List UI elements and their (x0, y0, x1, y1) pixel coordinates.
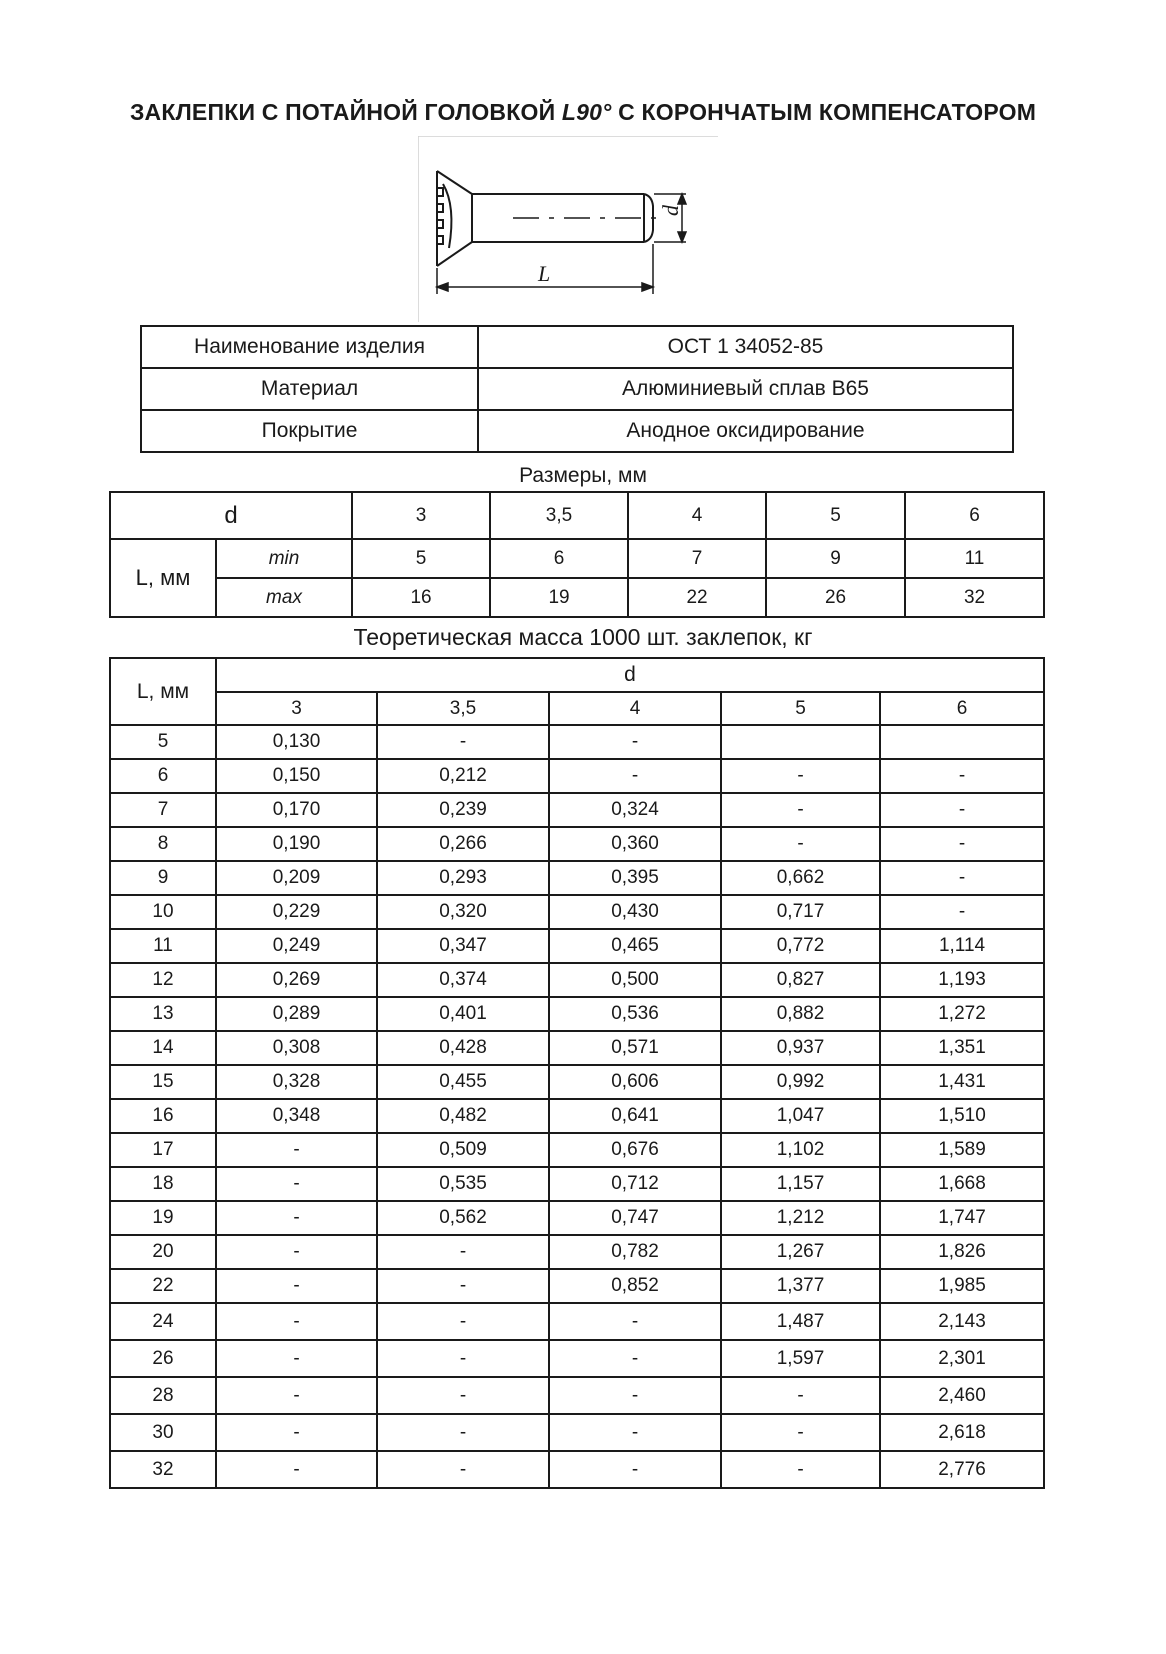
mass-L-value: 9 (110, 861, 216, 895)
mass-cell: 0,606 (549, 1065, 721, 1099)
mass-cell: - (549, 1377, 721, 1414)
mass-cell: 0,229 (216, 895, 377, 929)
mass-cell: 0,348 (216, 1099, 377, 1133)
dims-d-row (110, 492, 1044, 539)
mass-cell: - (721, 1377, 880, 1414)
table-row (110, 929, 1044, 963)
mass-L-value: 17 (110, 1133, 216, 1167)
table-row (110, 1133, 1044, 1167)
mass-cell: 1,157 (721, 1167, 880, 1201)
mass-L-value: 7 (110, 793, 216, 827)
dims-max-row (110, 578, 1044, 617)
mass-cell: 0,455 (377, 1065, 549, 1099)
mass-cell: - (377, 1451, 549, 1488)
mass-cell: 1,747 (880, 1201, 1044, 1235)
mass-cell: - (377, 1303, 549, 1340)
mass-cell: - (216, 1133, 377, 1167)
dims-d-value: 3 (352, 492, 490, 539)
table-row (110, 861, 1044, 895)
table-row (110, 1031, 1044, 1065)
mass-cell: - (377, 1269, 549, 1303)
mass-cell: 1,351 (880, 1031, 1044, 1065)
mass-cell: - (549, 759, 721, 793)
mass-cell: 0,712 (549, 1167, 721, 1201)
mass-d-value: 5 (721, 692, 880, 725)
mass-L-value: 8 (110, 827, 216, 861)
table-row (110, 1065, 1044, 1099)
mass-cell: 1,985 (880, 1269, 1044, 1303)
mass-cell: 1,597 (721, 1340, 880, 1377)
mass-d-value: 3 (216, 692, 377, 725)
mass-cell: 2,301 (880, 1340, 1044, 1377)
mass-cell: 0,401 (377, 997, 549, 1031)
mass-L-value: 28 (110, 1377, 216, 1414)
mass-cell: 0,170 (216, 793, 377, 827)
info-label: Наименование изделия (141, 326, 478, 368)
dims-d-value: 3,5 (490, 492, 628, 539)
table-row (110, 1167, 1044, 1201)
dims-d-value: 6 (905, 492, 1044, 539)
mass-L-value: 13 (110, 997, 216, 1031)
table-row (110, 759, 1044, 793)
mass-cell: - (216, 1269, 377, 1303)
mass-cell: 0,535 (377, 1167, 549, 1201)
mass-cell: 0,509 (377, 1133, 549, 1167)
product-info-table (140, 325, 1014, 453)
dims-L-label: L, мм (110, 539, 216, 617)
mass-cell: - (721, 759, 880, 793)
mass-L-value: 15 (110, 1065, 216, 1099)
table-row (110, 1235, 1044, 1269)
dims-d-value: 4 (628, 492, 766, 539)
page-title (0, 99, 1166, 126)
mass-L-value: 30 (110, 1414, 216, 1451)
info-row (141, 368, 1013, 410)
mass-cell: - (549, 1451, 721, 1488)
dims-min-value: 6 (490, 539, 628, 578)
mass-cell: - (216, 1201, 377, 1235)
table-row (110, 1451, 1044, 1488)
mass-cell: 0,747 (549, 1201, 721, 1235)
dims-min-label: min (216, 539, 352, 578)
table-row (110, 1099, 1044, 1133)
mass-cell: - (216, 1167, 377, 1201)
dims-min-value: 9 (766, 539, 905, 578)
mass-L-value: 16 (110, 1099, 216, 1133)
table-row (110, 827, 1044, 861)
mass-cell: - (216, 1340, 377, 1377)
mass-table (109, 657, 1045, 1489)
mass-cell: - (880, 793, 1044, 827)
dims-max-value: 32 (905, 578, 1044, 617)
dims-max-value: 22 (628, 578, 766, 617)
mass-cell: - (549, 1303, 721, 1340)
mass-cell: 0,328 (216, 1065, 377, 1099)
mass-cell: 0,239 (377, 793, 549, 827)
table-row (110, 1303, 1044, 1340)
mass-cell: 1,589 (880, 1133, 1044, 1167)
table-row (110, 1414, 1044, 1451)
dims-min-value: 5 (352, 539, 490, 578)
info-row (141, 326, 1013, 368)
mass-d-values-row (110, 692, 1044, 725)
mass-cell: 1,212 (721, 1201, 880, 1235)
mass-cell: 0,130 (216, 725, 377, 759)
title-part-2: С КОРОНЧАТЫМ КОМПЕНСАТОРОМ (611, 99, 1037, 125)
mass-cell: 0,482 (377, 1099, 549, 1133)
mass-cell: 2,618 (880, 1414, 1044, 1451)
dims-d-label: d (110, 492, 352, 539)
table-row (110, 1269, 1044, 1303)
mass-cell: 0,374 (377, 963, 549, 997)
mass-cell: 1,114 (880, 929, 1044, 963)
mass-cell: - (549, 1340, 721, 1377)
mass-cell: 0,676 (549, 1133, 721, 1167)
mass-cell: 0,266 (377, 827, 549, 861)
mass-cell: 0,320 (377, 895, 549, 929)
mass-cell: 1,102 (721, 1133, 880, 1167)
mass-cell: 1,377 (721, 1269, 880, 1303)
mass-cell: 0,662 (721, 861, 880, 895)
dims-max-value: 16 (352, 578, 490, 617)
mass-cell: 0,395 (549, 861, 721, 895)
mass-cell: 0,465 (549, 929, 721, 963)
table-row (110, 1377, 1044, 1414)
dims-d-value: 5 (766, 492, 905, 539)
rivet-drawing (418, 136, 753, 322)
mass-d-value: 3,5 (377, 692, 549, 725)
mass-L-value: 5 (110, 725, 216, 759)
dims-max-label: max (216, 578, 352, 617)
mass-cell: 0,293 (377, 861, 549, 895)
mass-cell: 0,150 (216, 759, 377, 793)
dimensions-caption: Размеры, мм (519, 464, 647, 487)
mass-cell: 2,776 (880, 1451, 1044, 1488)
table-row (110, 793, 1044, 827)
mass-L-value: 11 (110, 929, 216, 963)
mass-cell: 1,668 (880, 1167, 1044, 1201)
info-row (141, 410, 1013, 452)
dims-min-value: 11 (905, 539, 1044, 578)
mass-cell: - (377, 725, 549, 759)
mass-cell: 1,826 (880, 1235, 1044, 1269)
table-row (110, 1340, 1044, 1377)
info-value: ОСТ 1 34052-85 (478, 326, 1013, 368)
mass-L-value: 18 (110, 1167, 216, 1201)
mass-cell: 0,190 (216, 827, 377, 861)
d-dimension-label: d (658, 205, 683, 216)
mass-cell: - (216, 1451, 377, 1488)
mass-cell: - (377, 1377, 549, 1414)
mass-cell: - (549, 725, 721, 759)
mass-cell: 0,782 (549, 1235, 721, 1269)
mass-cell: - (721, 793, 880, 827)
mass-cell: - (721, 1414, 880, 1451)
mass-L-value: 24 (110, 1303, 216, 1340)
dims-min-row (110, 539, 1044, 578)
mass-cell: 0,641 (549, 1099, 721, 1133)
mass-cell: 0,717 (721, 895, 880, 929)
mass-d-value: 6 (880, 692, 1044, 725)
mass-cell: - (880, 827, 1044, 861)
mass-cell: 1,047 (721, 1099, 880, 1133)
info-label: Покрытие (141, 410, 478, 452)
mass-cell: 0,324 (549, 793, 721, 827)
mass-cell: 0,571 (549, 1031, 721, 1065)
L-dimension-label: L (538, 261, 551, 286)
mass-cell (721, 725, 880, 759)
mass-d-value: 4 (549, 692, 721, 725)
mass-cell: - (377, 1414, 549, 1451)
mass-L-value: 14 (110, 1031, 216, 1065)
mass-cell: 0,212 (377, 759, 549, 793)
dims-max-value: 19 (490, 578, 628, 617)
mass-cell: - (880, 895, 1044, 929)
mass-L-value: 12 (110, 963, 216, 997)
mass-cell: - (880, 861, 1044, 895)
mass-cell: 0,772 (721, 929, 880, 963)
mass-d-label: d (216, 658, 1044, 692)
mass-cell: 0,500 (549, 963, 721, 997)
mass-cell: 1,487 (721, 1303, 880, 1340)
mass-cell: 0,289 (216, 997, 377, 1031)
mass-cell: 0,430 (549, 895, 721, 929)
mass-cell: - (377, 1235, 549, 1269)
mass-L-value: 22 (110, 1269, 216, 1303)
dims-max-value: 26 (766, 578, 905, 617)
info-label: Материал (141, 368, 478, 410)
mass-cell (880, 725, 1044, 759)
mass-cell: - (880, 759, 1044, 793)
title-angle: L90° (561, 99, 612, 125)
mass-caption: Теоретическая масса 1000 шт. заклепок, кг (353, 624, 813, 650)
mass-cell: 0,562 (377, 1201, 549, 1235)
mass-cell: 1,272 (880, 997, 1044, 1031)
mass-L-value: 26 (110, 1340, 216, 1377)
mass-L-value: 19 (110, 1201, 216, 1235)
mass-header-row (110, 658, 1044, 692)
mass-cell: 0,428 (377, 1031, 549, 1065)
mass-cell: 0,852 (549, 1269, 721, 1303)
dimensions-table (109, 491, 1045, 618)
mass-L-value: 6 (110, 759, 216, 793)
mass-cell: 0,209 (216, 861, 377, 895)
mass-cell: 0,308 (216, 1031, 377, 1065)
table-row (110, 963, 1044, 997)
mass-cell: 1,431 (880, 1065, 1044, 1099)
mass-cell: 0,937 (721, 1031, 880, 1065)
mass-cell: - (216, 1377, 377, 1414)
table-row (110, 1201, 1044, 1235)
mass-cell: 0,269 (216, 963, 377, 997)
table-row (110, 895, 1044, 929)
mass-cell: - (721, 1451, 880, 1488)
mass-L-label: L, мм (110, 658, 216, 725)
mass-cell: 2,143 (880, 1303, 1044, 1340)
dims-min-value: 7 (628, 539, 766, 578)
mass-cell: - (216, 1235, 377, 1269)
mass-table-body (110, 725, 1044, 1488)
mass-cell: 1,510 (880, 1099, 1044, 1133)
mass-cell: 2,460 (880, 1377, 1044, 1414)
mass-cell: 1,267 (721, 1235, 880, 1269)
mass-cell: 0,347 (377, 929, 549, 963)
title-part-1: ЗАКЛЕПКИ С ПОТАЙНОЙ ГОЛОВКОЙ (129, 99, 562, 125)
mass-cell: 0,249 (216, 929, 377, 963)
mass-cell: 0,992 (721, 1065, 880, 1099)
table-row (110, 725, 1044, 759)
mass-L-value: 10 (110, 895, 216, 929)
mass-cell: 0,827 (721, 963, 880, 997)
mass-cell: 1,193 (880, 963, 1044, 997)
mass-cell: - (377, 1340, 549, 1377)
info-value: Анодное оксидирование (478, 410, 1013, 452)
mass-cell: 0,536 (549, 997, 721, 1031)
table-row (110, 997, 1044, 1031)
mass-L-value: 32 (110, 1451, 216, 1488)
mass-cell: - (216, 1303, 377, 1340)
mass-cell: - (721, 827, 880, 861)
mass-cell: - (549, 1414, 721, 1451)
mass-cell: - (216, 1414, 377, 1451)
mass-L-value: 20 (110, 1235, 216, 1269)
info-value: Алюминиевый сплав В65 (478, 368, 1013, 410)
mass-cell: 0,360 (549, 827, 721, 861)
mass-cell: 0,882 (721, 997, 880, 1031)
